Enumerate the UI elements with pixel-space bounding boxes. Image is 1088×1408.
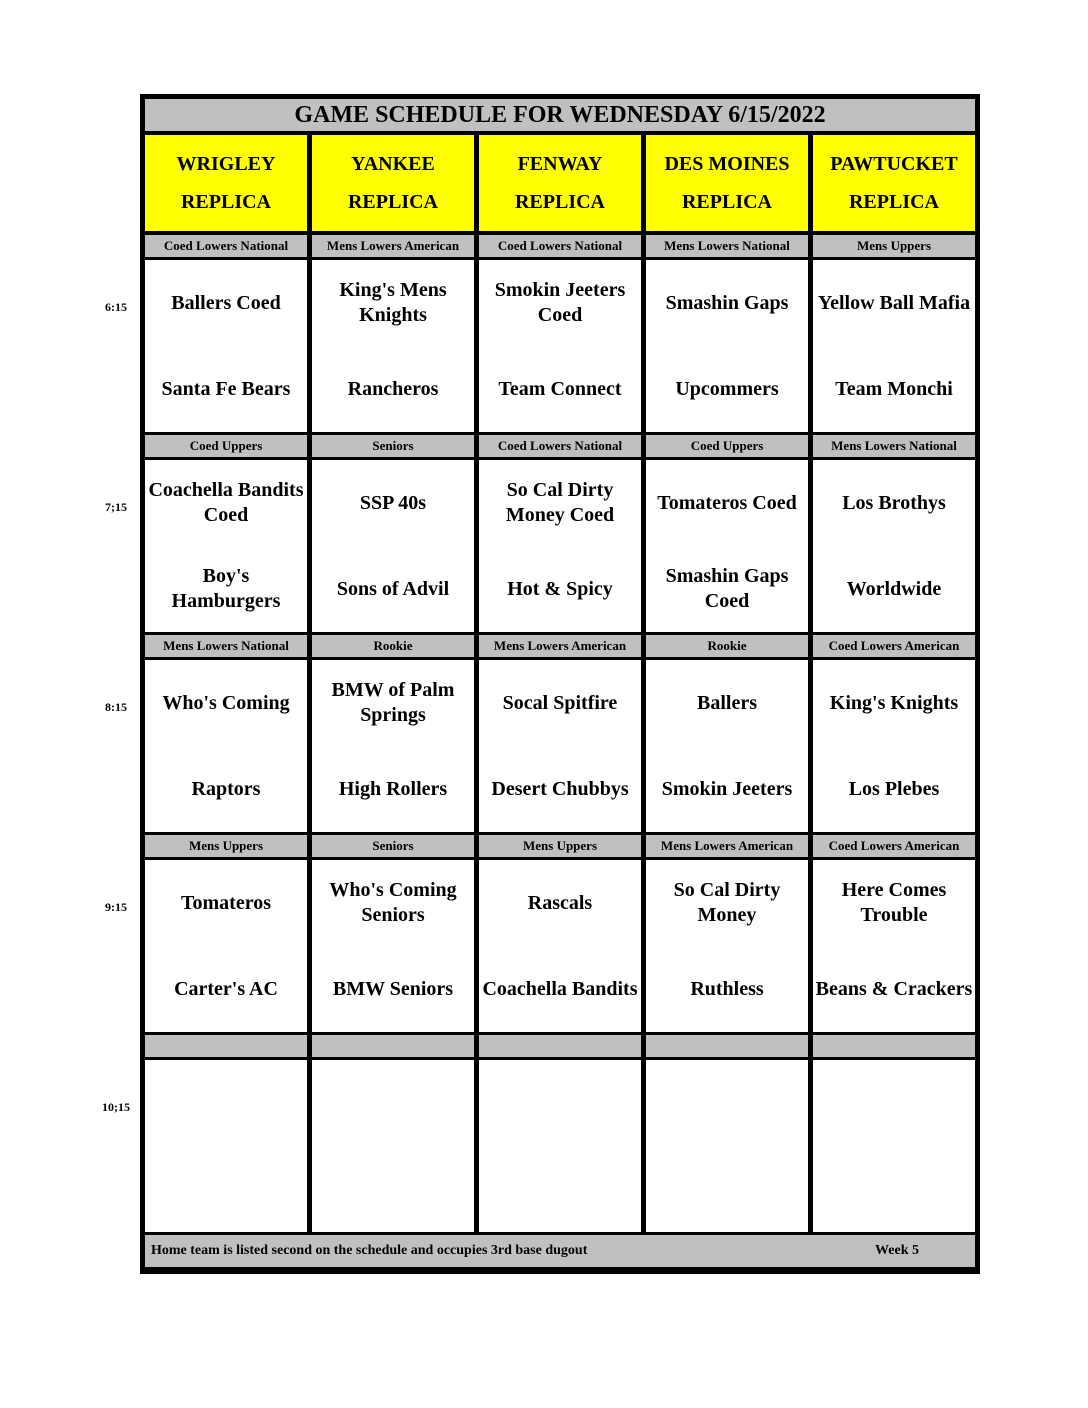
division-label: Mens Lowers National — [813, 435, 975, 457]
division-label: Coed Lowers National — [479, 235, 641, 257]
division-label: Seniors — [312, 435, 474, 457]
home-team — [813, 1146, 975, 1232]
field-header — [813, 135, 975, 231]
home-team — [312, 1146, 474, 1232]
division-label — [813, 1035, 975, 1057]
game-cell — [145, 1060, 307, 1232]
division-label: Coed Lowers National — [145, 235, 307, 257]
away-team — [646, 1060, 808, 1146]
home-team: Upcommers — [675, 377, 779, 400]
time-slot-label: 10;15 — [102, 1100, 130, 1114]
division-label: Coed Uppers — [145, 435, 307, 457]
division-label: Mens Lowers American — [479, 635, 641, 657]
division-label: Rookie — [646, 635, 808, 657]
game-cell — [646, 1060, 808, 1232]
home-team: Sons of Advil — [336, 577, 450, 600]
home-team: Rancheros — [347, 377, 439, 400]
away-team: King's Knights — [829, 691, 959, 714]
home-team: High Rollers — [338, 777, 448, 800]
game-cell — [312, 460, 474, 632]
home-team: Los Plebes — [848, 777, 940, 800]
field-header — [479, 135, 641, 231]
away-team: SSP 40s — [359, 491, 427, 514]
home-team: Hot & Spicy — [507, 577, 613, 600]
away-team — [145, 1060, 307, 1146]
field-name: YANKEE — [351, 153, 435, 175]
game-cell — [312, 860, 474, 1032]
game-cell — [145, 660, 307, 832]
schedule-footer — [145, 1235, 975, 1267]
home-team — [145, 1146, 307, 1232]
away-team: BMW of Palm Springs — [331, 679, 455, 726]
home-team: Worldwide — [846, 577, 942, 600]
home-team: Boy's Hamburgers — [171, 565, 281, 612]
away-team: Yellow Ball Mafia — [817, 291, 971, 314]
field-subtitle: REPLICA — [681, 191, 772, 213]
home-team — [479, 1146, 641, 1232]
away-team: Smokin Jeeters Coed — [494, 279, 626, 326]
home-team: Ruthless — [690, 977, 764, 1000]
division-label — [145, 1035, 307, 1057]
away-team: Here Comes Trouble — [841, 879, 947, 926]
away-team: Tomateros Coed — [657, 491, 797, 514]
division-label — [646, 1035, 808, 1057]
footer-note: Home team is listed second on the schedule and occupies 3rd base dugout — [151, 1243, 588, 1258]
game-cell — [813, 260, 975, 432]
home-team: Coachella Bandits — [482, 977, 638, 1000]
away-team — [813, 1060, 975, 1146]
division-label: Seniors — [312, 835, 474, 857]
away-team — [312, 1060, 474, 1146]
home-team: Beans & Crackers — [815, 977, 973, 1000]
away-team: Los Brothys — [842, 491, 946, 514]
home-team: Smokin Jeeters — [661, 777, 793, 800]
division-label: Mens Lowers National — [145, 635, 307, 657]
game-cell — [312, 1060, 474, 1232]
game-cell — [479, 260, 641, 432]
division-label: Mens Lowers American — [646, 835, 808, 857]
schedule-table — [140, 94, 980, 1274]
home-team: Team Connect — [498, 377, 622, 400]
away-team: So Cal Dirty Money Coed — [505, 479, 615, 526]
division-label: Coed Lowers National — [479, 435, 641, 457]
game-cell — [813, 1060, 975, 1232]
home-team: Carter's AC — [174, 977, 278, 1000]
schedule-title: GAME SCHEDULE FOR WEDNESDAY 6/15/2022 — [145, 99, 975, 131]
field-name: FENWAY — [517, 153, 603, 175]
away-team: Socal Spitfire — [502, 691, 618, 714]
division-label: Rookie — [312, 635, 474, 657]
field-subtitle: REPLICA — [347, 191, 438, 213]
division-label: Mens Lowers National — [646, 235, 808, 257]
game-cell — [646, 860, 808, 1032]
game-cell — [479, 860, 641, 1032]
home-team — [646, 1146, 808, 1232]
game-cell — [813, 660, 975, 832]
home-team: Smashin Gaps Coed — [665, 565, 789, 612]
division-label: Mens Uppers — [145, 835, 307, 857]
game-cell — [479, 460, 641, 632]
away-team: So Cal Dirty Money — [673, 879, 781, 926]
game-cell — [813, 460, 975, 632]
time-slot-label: 9:15 — [105, 900, 127, 914]
field-subtitle: REPLICA — [848, 191, 939, 213]
field-name: WRIGLEY — [176, 153, 276, 175]
field-name: PAWTUCKET — [830, 153, 958, 175]
game-cell — [479, 660, 641, 832]
time-slot-label: 6:15 — [105, 300, 127, 314]
field-header — [646, 135, 808, 231]
division-label: Mens Uppers — [813, 235, 975, 257]
away-team: Who's Coming — [162, 691, 290, 714]
field-subtitle: REPLICA — [514, 191, 605, 213]
division-label — [312, 1035, 474, 1057]
home-team: Desert Chubbys — [491, 777, 629, 800]
away-team: Ballers — [697, 691, 757, 714]
division-label: Mens Uppers — [479, 835, 641, 857]
away-team: Who's Coming Seniors — [329, 879, 457, 926]
away-team: Ballers Coed — [171, 291, 281, 314]
division-label: Mens Lowers American — [312, 235, 474, 257]
home-team: BMW Seniors — [332, 977, 454, 1000]
game-cell — [479, 1060, 641, 1232]
game-cell — [145, 460, 307, 632]
away-team: King's Mens Knights — [339, 279, 447, 326]
home-team: Team Monchi — [835, 377, 953, 400]
game-cell — [646, 660, 808, 832]
field-name: DES MOINES — [664, 153, 790, 175]
division-label — [479, 1035, 641, 1057]
week-label: Week 5 — [875, 1243, 919, 1258]
away-team — [479, 1060, 641, 1146]
game-cell — [145, 260, 307, 432]
game-cell — [813, 860, 975, 1032]
game-cell — [646, 260, 808, 432]
away-team: Tomateros — [181, 891, 271, 914]
game-cell — [312, 660, 474, 832]
home-team: Raptors — [191, 777, 261, 800]
time-slot-label: 7;15 — [105, 500, 127, 514]
game-cell — [145, 860, 307, 1032]
time-slot-label: 8:15 — [105, 700, 127, 714]
division-label: Coed Lowers American — [813, 835, 975, 857]
field-header — [312, 135, 474, 231]
division-label: Coed Lowers American — [813, 635, 975, 657]
field-header — [145, 135, 307, 231]
field-subtitle: REPLICA — [180, 191, 271, 213]
home-team: Santa Fe Bears — [161, 377, 291, 400]
game-cell — [312, 260, 474, 432]
game-cell — [646, 460, 808, 632]
division-label: Coed Uppers — [646, 435, 808, 457]
away-team: Smashin Gaps — [665, 291, 789, 314]
away-team: Coachella Bandits Coed — [148, 479, 304, 526]
away-team: Rascals — [527, 891, 593, 914]
